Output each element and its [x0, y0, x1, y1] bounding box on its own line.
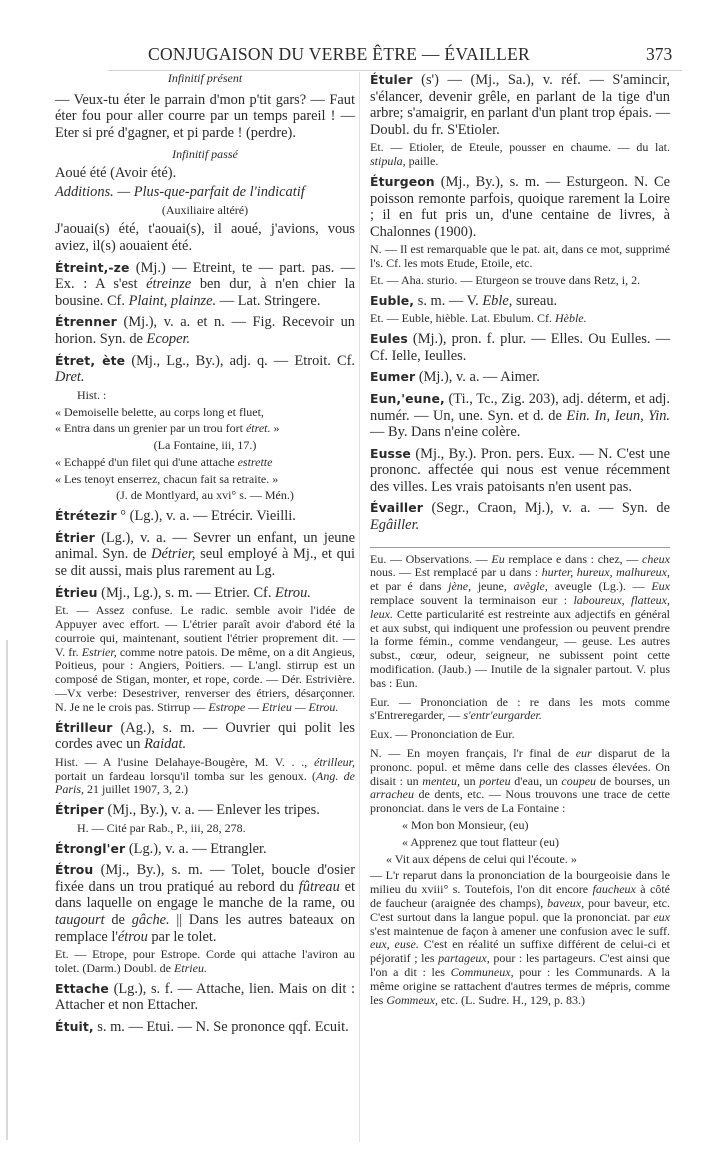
poem-line: « Mon bon Monsieur, (eu): [402, 818, 529, 832]
entry-etriper: Étriper (Mj., By.), v. a. — Enlever les tripes.: [55, 802, 320, 819]
etymology-euble: Et. — Euble, hièble. Lat. Ebulum. Cf. Hèble.: [370, 311, 587, 326]
entry-eturgeon: Éturgeon (Mj., By.), s. m. — Esturgeon. N. Ce poisson remonte parfois, quoique rarement la Loire ; il en fut pris un, d'une centaine de livres, à Chalonnes (1900).: [370, 173, 670, 240]
additions-label: Additions.: [55, 183, 114, 200]
headword: Eumer: [370, 369, 416, 385]
hist-etriper: H. — Cité par Rab., P., iii, 28, 278.: [77, 820, 246, 835]
entry-evailler: Évailler (Segr., Craon, Mj.), v. a. — Syn. de Egâiller.: [370, 500, 670, 534]
headword: Étret, ète: [55, 352, 126, 368]
entry-etuler: Étuler (s') — (Mj., Sa.), v. réf. — S'amincir, s'élancer, devenir grêle, en parlant de la tige d'un arbre; s'amaigrir, en parlant d'un plant trop épais. — Doubl. du fr. S'Etioler.: [370, 72, 670, 138]
entry-eusse: Eusse (Mj., By.). Pron. pers. Eux. — N. C'est une prononc. affectée qui nous est venue récemment des villes. Les vrais patoisants n'en usent pas.: [370, 445, 670, 495]
headword: Évailler: [370, 500, 423, 516]
quote-line: « Echappé d'un filet qui d'une attache estrette: [55, 454, 273, 469]
subheading-infinitif-present: Infinitif présent: [167, 71, 243, 85]
quote-line: « Demoiselle belette, au corps long et fluet,: [55, 404, 264, 419]
headword: Étrenner: [55, 314, 117, 330]
headword: Étrilleur: [55, 719, 113, 735]
column-gutter: [359, 72, 360, 1142]
headword: Étreint,-ze: [55, 259, 130, 275]
paragraph-conjugation: J'aouai(s) été, t'aouai(s), il aoué, j'avions, vous aviez, il(s) aouaient été.: [55, 221, 355, 254]
headword: Étrou: [55, 862, 94, 878]
section-separator: [370, 547, 670, 548]
entry-etrongler: Étrongl'er (Lg.), v. a. — Etrangler.: [55, 840, 267, 857]
auxiliaire-note: (Auxiliaire altéré): [161, 202, 249, 217]
subheading-infinitif-passe: Infinitif passé: [172, 146, 238, 161]
right-column: [370, 72, 670, 1007]
entry-ettache: Ettache (Lg.), s. f. — Attache, lien. Mais on dit : Attacher et non Ettacher.: [55, 980, 355, 1014]
quote-line: « Entra dans un grenier par un trou fort étret. »: [55, 421, 280, 436]
headword: Étrétezir: [55, 508, 117, 524]
additions-line: [55, 184, 355, 201]
hist-etrilleur: Hist. — A l'usine Delahaye-Bougère, M. V. . ., étrilleur, portait un fardeau lorsqu'il tomba sur les genoux. (Ang. de Paris, 21 juillet 1907, 3, 2.): [55, 754, 356, 797]
entry-etrilleur: Étrilleur (Ag.), s. m. — Ouvrier qui polit les cordes avec un Raidat.: [55, 719, 355, 753]
observations-eux: Eux. — Prononciation de Eur.: [370, 727, 515, 742]
headword: Éturgeon: [370, 173, 435, 189]
headword: Étrongl'er: [55, 840, 126, 856]
headword: Étriper: [55, 802, 104, 818]
etymology-etrou: Et. — Etrope, pour Estrope. Corde qui attache l'aviron au tolet. (Darm.) Doubl. de Etrieu.: [55, 947, 355, 975]
headword: Étrier: [55, 529, 95, 545]
running-header: [0, 44, 720, 72]
headword: Eules: [370, 331, 408, 347]
paragraph-infinitif-present: — Veux-tu éter le parrain d'mon p'tit gars? — Faut éter fou pour aller courre par un temps pareil ! — Eter si pré d'gagner, et pi parde ! (perdre).: [55, 91, 355, 141]
entry-eules: Eules (Mj.), pron. f. plur. — Elles. Ou Eulles. — Cf. Ielle, Ieulles.: [370, 331, 670, 364]
additions-text: — Plus-que-parfait de l'indicatif: [113, 183, 305, 200]
note-eur-final: N. — En moyen français, l'r final de eur disparut de la prononc. popul. et même dans celle des classes élevées. On disait : un menteu, un porteu d'eau, un coupeu de bourses, un arracheu de dents, etc. — Nous trouvons une trace de cette prononciat. dans le vers de La Fontaine :: [370, 746, 670, 816]
entry-etreint: Étreint,-ze (Mj.) — Etreint, te — part. pas. — Ex. : A s'est étreinze ben dur, à n'en chier la bousine. Cf. Plaint, plainze. — Lat. Stringere.: [55, 259, 355, 309]
quote-source: (La Fontaine, iii, 17.): [153, 438, 257, 453]
etymology-etrieu: Et. — Assez confuse. Le radic. semble avoir l'idée de Appuyer avec effort. — L'étrier paraît avoir d'abord été la courroie qui, maintenant, soutient l'étrier proprement dit. — V. fr. Estrier, comme notre patois. De même, on a dit Angieus, Poitieus, pour : Angiers, Poitiers. — L'angl. stirrup est un composé de Stigan, monter, et rope, corde. — Dér. Estrivière. —Vx verbe: Desestriver, renverser des étriers, désarçonner. N. Je ne le crois pas. Stirrup — Estrope — Etrieu — Etrou.: [55, 603, 356, 714]
entry-etretezir: Étrétezir ° (Lg.), v. a. — Etrécir. Vieilli.: [55, 508, 296, 525]
entry-etrou: Étrou (Mj., By.), s. m. — Tolet, boucle d'osier fixée dans un trou pratiqué au rebord du fûtreau et dans laquelle on engage le manche de la rame, ou taugourt de gâche. || Dans les autres bateaux on remplace l'étrou par le tolet.: [55, 862, 356, 945]
running-title: CONJUGAISON DU VERBE ÊTRE — ÉVAILLER: [148, 44, 531, 64]
entry-eun: Eun,'eune, (Ti., Tc., Zig. 203), adj. déterm, et adj. numér. — Un, une. Syn. et d. de Ein. In, Ieun, Yin. — By. Dans n'eine colère.: [370, 390, 670, 441]
headword: Eusse: [370, 445, 411, 461]
note-r-reparut: — L'r reparut dans la prononciation de la bourgeoisie dans le milieu du xviii° s. Toutefois, l'on dit encore faucheux à côté de faucheur (araignée des champs), baveux, pour baveur, etc. C'est surtout dans la langue popul. que la prononciat. par eux s'est maintenue de façon à amener une confusion avec le suff. eux, euse. C'est en réalité un suffixe différent de celui-ci et péjoratif ; les partageux, pour : les partageurs. C'est ainsi que l'on a dit : les Communeux, pour : les Communards. A la même origine se rattachent d'autres termes de mépris, comme les Gommeux, etc. (L. Sudre. H., 129, p. 83.): [370, 868, 671, 1007]
quote-line: « Les tenoyt enserrez, chacun fait sa retraite. »: [55, 471, 279, 486]
headword: Étuit,: [55, 1018, 94, 1034]
paragraph-infinitif-passe: Aoué été (Avoir été).: [55, 165, 177, 182]
entry-eumer: Eumer (Mj.), v. a. — Aimer.: [370, 369, 540, 386]
page-number: 373: [646, 44, 673, 64]
poem-line: « Vit aux dépens de celui qui l'écoute. »: [386, 851, 577, 866]
headword: Étuler: [370, 72, 413, 87]
hist-label: Hist. :: [77, 387, 107, 402]
etymology-eturgeon: Et. — Aha. sturio. — Eturgeon se trouve dans Retz, i, 2.: [370, 272, 641, 287]
headword: Euble,: [370, 292, 415, 308]
entry-euble: Euble, s. m. — V. Eble, sureau.: [370, 292, 558, 309]
poem-line: « Apprenez que tout flatteur (eu): [402, 834, 559, 849]
left-column: [55, 72, 355, 1036]
note-eturgeon: N. — Il est remarquable que le pat. ait, dans ce mot, supprimé l's. Cf. les mots Etude, Etoile, etc.: [370, 242, 670, 271]
entry-etret: Étret, ète (Mj., Lg., By.), adj. q. — Etroit. Cf. Dret.: [55, 352, 356, 386]
headword: Eun,'eune,: [370, 390, 445, 406]
observations-eu: Eu. — Observations. — Eu remplace e dans : chez, — cheux nous. — Est remplacé par u dans : hurter, hureux, malhureux, et par é dans jène, jeune, avègle, aveugle (Lg.). — Eux remplace souvent la terminaison eur : laboureux, flatteux, leux. Cette particularité est restreinte aux adjectifs en général et aux subst, qui indiquent une profession ou peuvent prendre la forme fémin., comme vendangeur, — geuse. Les autres subst., cœur, odeur, seigneur, ne subissent point cette modification. (Jaub.) — Inutile de la signaler partout. V. plus bas : Eun.: [370, 551, 671, 690]
entry-etuit: Étuit, s. m. — Etui. — N. Se prononce qqf. Ecuit.: [55, 1018, 349, 1035]
observations-eur: Eur. — Prononciation de : re dans les mots comme s'Entreregarder, — s'entr'eurgarder.: [370, 694, 670, 723]
headword: Étrieu: [55, 584, 98, 600]
headword: Ettache: [55, 980, 109, 996]
entry-etrenner: Étrenner (Mj.), v. a. et n. — Fig. Recevoir un horion. Syn. de Ecoper.: [55, 314, 355, 347]
entry-etrier: Étrier (Lg.), v. a. — Sevrer un enfant, un jeune animal. Syn. de Détrier, seul employé à Mj., et qui se dit aussi, mais plus rarement au Lg.: [55, 529, 355, 580]
quote-source: (J. de Montlyard, au xvi° s. — Mén.): [116, 488, 294, 503]
etymology-etuler: Et. — Etioler, de Eteule, pousser en chaume. — du lat. stipula, paille.: [370, 140, 670, 169]
page-edge-shadow: [6, 640, 8, 1140]
entry-etrieu: Étrieu (Mj., Lg.), s. m. — Etrier. Cf. Etrou.: [55, 584, 311, 601]
